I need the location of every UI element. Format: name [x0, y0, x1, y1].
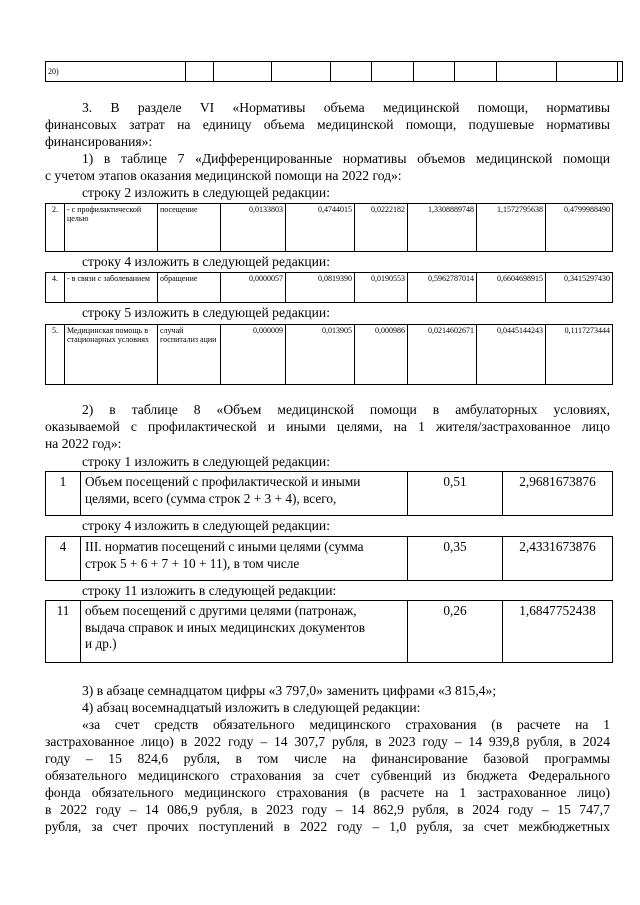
- row-value: 0,51: [408, 472, 503, 516]
- row-number: 1: [46, 472, 81, 516]
- row-value: 2,9681673876: [503, 472, 613, 516]
- quote-line6: в 2022 году – 14 086,9 рубля, в 2023 году – 14 862,9 рубля, в 2024 году – 15 747,7: [45, 802, 610, 817]
- row-value: 0,5962787014: [408, 273, 477, 303]
- row-value: 0,6604698915: [477, 273, 546, 303]
- caption-row2: строку 2 изложить в следующей редакции:: [82, 185, 330, 200]
- row-unit: посещение: [158, 204, 221, 252]
- row-text: [81, 537, 408, 581]
- row-name: - в связи с заболеванием: [65, 273, 158, 303]
- row-number: 2.: [46, 204, 65, 252]
- para8-line2: оказываемой с профилактической и иными целями, на 1 жителя/застрахованное лицо: [45, 419, 610, 434]
- quote-line4: обязательного медицинского страхования за счет субвенций из бюджета Федерального: [45, 768, 610, 783]
- row-unit: случай госпитализ ации: [158, 325, 221, 385]
- table8-row11: [45, 600, 613, 663]
- quote-line5: фонда обязательного медицинского страхования (в расчете на 1 застрахованное лицо): [45, 785, 610, 800]
- para8-line1: 2) в таблице 8 «Объем медицинской помощи в амбулаторных условиях,: [82, 402, 610, 417]
- row-value: 0,013905: [286, 325, 355, 385]
- row-value: 0,0819390: [286, 273, 355, 303]
- caption-row5: строку 5 изложить в следующей редакции:: [82, 305, 330, 320]
- row-text: [81, 601, 408, 663]
- caption8-row1: строку 1 изложить в следующей редакции:: [82, 454, 330, 469]
- row-name: Медицинская помощь в стационарных условиях: [65, 325, 158, 385]
- para3-line5: с учетом этапов оказания медицинской помощи на 2022 год»:: [45, 168, 402, 183]
- para3-line3: финансирования»:: [45, 134, 153, 149]
- row-text-line: выдача справок и иных медицинских документов: [85, 619, 366, 635]
- top-table-cell-first: 20): [46, 62, 186, 82]
- para3-line2: финансовых затрат на единицу объема медицинской помощи, подушевые нормативы: [45, 117, 610, 132]
- caption8-row11: строку 11 изложить в следующей редакции:: [82, 583, 337, 598]
- caption-row4: строку 4 изложить в следующей редакции:: [82, 254, 330, 269]
- row-value: 0,0190553: [355, 273, 408, 303]
- row-value: 0,4744015: [286, 204, 355, 252]
- top-table-cell: [413, 62, 454, 82]
- top-table-cell: [618, 62, 623, 82]
- row-text-line: III. норматив посещений с иными целями (сумма: [85, 539, 364, 554]
- row-value: 1,1572795638: [477, 204, 546, 252]
- table8-row1: [45, 471, 613, 516]
- table7-row4: [45, 272, 613, 303]
- row-value: 0,000986: [355, 325, 408, 385]
- row-text: [81, 472, 408, 516]
- para3-line1: 3. В разделе VI «Нормативы объема медицинской помощи, нормативы: [82, 100, 610, 115]
- row-value: 1,3308889748: [408, 204, 477, 252]
- table7-row2: [45, 203, 613, 252]
- top-table-cell: [372, 62, 413, 82]
- top-table-cell: [331, 62, 372, 82]
- row-text-line: строк 5 + 6 + 7 + 10 + 11), в том числе: [85, 555, 300, 571]
- quote-line2: застрахованное лицо) в 2022 году – 14 307,7 рубля, в 2023 году – 14 939,8 рубля, в 2024: [45, 734, 610, 749]
- top-table-cell: [272, 62, 331, 82]
- table8-row4: [45, 536, 613, 581]
- row-value: 2,4331673876: [503, 537, 613, 581]
- row-value: 0,4799988490: [546, 204, 613, 252]
- top-table-cell: [455, 62, 496, 82]
- row-name: - с профилактической целью: [65, 204, 158, 252]
- row-value: 0,3415297430: [546, 273, 613, 303]
- row-value: 1,6847752438: [503, 601, 613, 663]
- top-table-cell: [213, 62, 272, 82]
- row-value: 0,0214602671: [408, 325, 477, 385]
- row-value: 0,000009: [221, 325, 286, 385]
- row-number: 4.: [46, 273, 65, 303]
- item3-text: 3) в абзаце семнадцатом цифры «3 797,0» заменить цифрами «3 815,4»;: [82, 683, 497, 698]
- table7-row5: [45, 324, 613, 385]
- row-text-line: и др.): [85, 636, 117, 651]
- row-value: 0,1117273444: [546, 325, 613, 385]
- item4-text: 4) абзац восемнадцатый изложить в следующей редакции:: [82, 700, 421, 715]
- para8-line3: на 2022 год»:: [45, 436, 122, 451]
- top-table-cell: [185, 62, 213, 82]
- top-table-cell: [557, 62, 618, 82]
- row-value: 0,0222182: [355, 204, 408, 252]
- row-text-line: целями, всего (сумма строк 2 + 3 + 4), всего,: [85, 490, 337, 506]
- quote-line7: рубля, за счет прочих поступлений в 2022 году – 1,0 рубля, за счет межбюджетных: [45, 819, 610, 834]
- row-text-line: объем посещений с другими целями (патронаж,: [85, 603, 357, 618]
- row-value: 0,0133803: [221, 204, 286, 252]
- row-number: 11: [46, 601, 81, 663]
- top-table-cell: [496, 62, 557, 82]
- caption8-row4: строку 4 изложить в следующей редакции:: [82, 518, 330, 533]
- row-text-line: Объем посещений с профилактической и иными: [85, 474, 361, 489]
- row-number: 5.: [46, 325, 65, 385]
- para3-line4: 1) в таблице 7 «Дифференцированные нормативы объемов медицинской помощи: [82, 151, 610, 166]
- row-value: 0,0445144243: [477, 325, 546, 385]
- row-value: 0,35: [408, 537, 503, 581]
- top-table: [45, 61, 623, 82]
- row-unit: обращение: [158, 273, 221, 303]
- quote-line3: году – 15 824,6 рубля, в том числе на финансирование базовой программы: [45, 751, 610, 766]
- row-value: 0,26: [408, 601, 503, 663]
- row-number: 4: [46, 537, 81, 581]
- row-value: 0,0000057: [221, 273, 286, 303]
- quote-line1: «за счет средств обязательного медицинского страхования (в расчете на 1: [82, 717, 610, 732]
